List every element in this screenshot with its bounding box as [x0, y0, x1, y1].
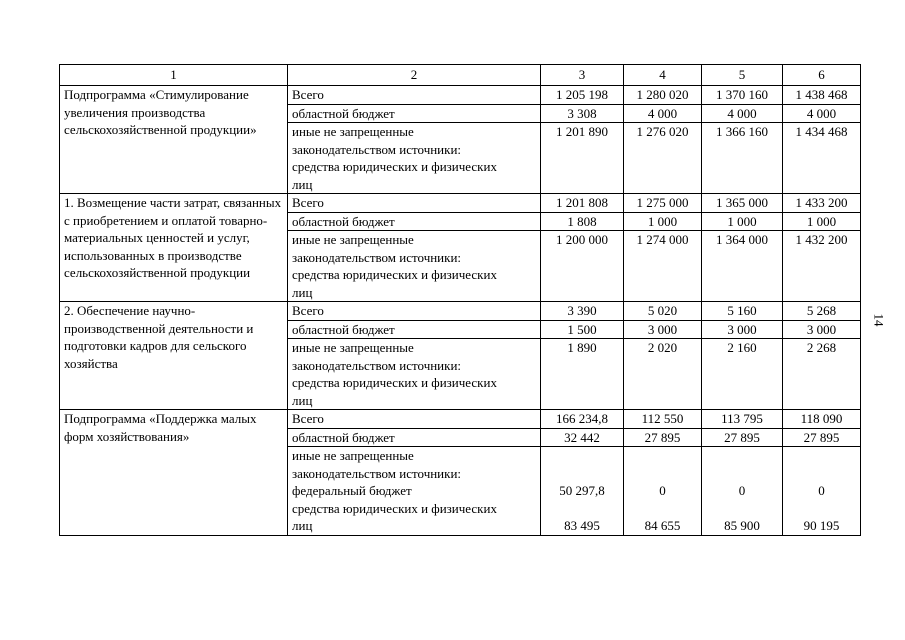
table-row: [60, 194, 861, 213]
value-cell: 1 201 890: [541, 123, 624, 194]
source-line: лиц: [292, 176, 313, 192]
source-cell: [288, 231, 541, 302]
source-line: федеральный бюджет: [292, 483, 412, 498]
value-cell: 1 370 160: [702, 86, 783, 105]
header-cell: 4: [624, 65, 702, 86]
value-cell: 1 365 000: [702, 194, 783, 213]
value: 83 495: [564, 518, 600, 533]
value-cell: 27 895: [702, 428, 783, 447]
value: 85 900: [724, 518, 760, 533]
source-line: средства юридических и физических: [292, 159, 497, 174]
value-cell: 3 390: [541, 302, 624, 321]
federal-value: 50 297,8: [559, 483, 605, 498]
value-cell: 27 895: [624, 428, 702, 447]
source-line: иные не запрещенные: [292, 232, 414, 247]
source-line: законодательством источники:: [292, 357, 462, 373]
value-cell: 1 366 160: [702, 123, 783, 194]
program-label: 1. Возмещение части затрат, связанных с приобретением и оплатой товарно-материальных ценностей и услуг, использованных в производстве сельскохозяйственной продукции: [60, 194, 288, 302]
source-line: лиц: [292, 392, 313, 408]
value-cell: 3 000: [702, 320, 783, 339]
source-line: иные не запрещенные: [292, 448, 414, 463]
value-cell: 3 000: [624, 320, 702, 339]
value-cell: 1 808: [541, 212, 624, 231]
value-cell: 1 205 198: [541, 86, 624, 105]
value-cell: 1 275 000: [624, 194, 702, 213]
source-line: иные не запрещенные: [292, 124, 414, 139]
budget-table: [59, 64, 861, 536]
value-cell: 1 000: [783, 212, 861, 231]
value-cell: 118 090: [783, 410, 861, 429]
value-cell: 1 280 020: [624, 86, 702, 105]
source-cell: Всего: [288, 302, 541, 321]
header-cell: 3: [541, 65, 624, 86]
value-cell: 32 442: [541, 428, 624, 447]
value-cell: 1 434 468: [783, 123, 861, 194]
value-cell: [783, 447, 861, 536]
value-cell: 2 160: [702, 339, 783, 410]
value-cell: 3 308: [541, 104, 624, 123]
header-cell: 5: [702, 65, 783, 86]
value-cell: [702, 447, 783, 536]
value-cell: 5 160: [702, 302, 783, 321]
value: 84 655: [644, 518, 681, 533]
value-cell: 113 795: [702, 410, 783, 429]
source-line: средства юридических и физических: [292, 267, 497, 282]
value-cell: 27 895: [783, 428, 861, 447]
source-cell: Всего: [288, 86, 541, 105]
header-row: [60, 65, 861, 86]
value-cell: 2 020: [624, 339, 702, 410]
value-cell: 4 000: [702, 104, 783, 123]
program-label: 2. Обеспечение научно-производственной деятельности и подготовки кадров для сельского хозяйства: [60, 302, 288, 410]
source-cell: областной бюджет: [288, 212, 541, 231]
program-label: Подпрограмма «Поддержка малых форм хозяйствования»: [60, 410, 288, 536]
source-line: законодательством источники:: [292, 465, 462, 481]
value-cell: 1 000: [624, 212, 702, 231]
value-cell: 5 268: [783, 302, 861, 321]
value-cell: [624, 447, 702, 536]
value-cell: 4 000: [624, 104, 702, 123]
value-cell: 1 200 000: [541, 231, 624, 302]
header-cell: 6: [783, 65, 861, 86]
federal-value: 0: [659, 483, 666, 498]
source-line: законодательством источники:: [292, 249, 462, 265]
table-row: [60, 410, 861, 429]
value-cell: [541, 447, 624, 536]
program-label: Подпрограмма «Стимулирование увеличения производства сельскохозяйственной продукции»: [60, 86, 288, 194]
source-cell: областной бюджет: [288, 320, 541, 339]
source-line: законодательством источники:: [292, 141, 462, 157]
value-cell: 1 000: [702, 212, 783, 231]
value-cell: 1 500: [541, 320, 624, 339]
source-line: иные не запрещенные: [292, 340, 414, 355]
value-cell: 4 000: [783, 104, 861, 123]
source-line: лиц: [292, 518, 313, 533]
value-cell: 1 364 000: [702, 231, 783, 302]
source-line: лиц: [292, 284, 313, 300]
source-line: средства юридических и физических: [292, 375, 497, 390]
source-cell: [288, 447, 541, 536]
table-row: [60, 86, 861, 105]
value: 90 195: [803, 518, 840, 533]
source-cell: [288, 339, 541, 410]
value-cell: 112 550: [624, 410, 702, 429]
value-cell: 1 201 808: [541, 194, 624, 213]
value-cell: 1 433 200: [783, 194, 861, 213]
source-cell: Всего: [288, 194, 541, 213]
federal-value: 0: [738, 483, 746, 498]
value-cell: 3 000: [783, 320, 861, 339]
source-cell: областной бюджет: [288, 104, 541, 123]
value-cell: 1 432 200: [783, 231, 861, 302]
source-cell: [288, 123, 541, 194]
header-cell: 2: [288, 65, 541, 86]
value-cell: 1 274 000: [624, 231, 702, 302]
source-cell: Всего: [288, 410, 541, 429]
table-row: [60, 302, 861, 321]
federal-value: 0: [818, 483, 825, 498]
header-cell: 1: [60, 65, 288, 86]
value-cell: 2 268: [783, 339, 861, 410]
value-cell: 166 234,8: [541, 410, 624, 429]
value-cell: 1 276 020: [624, 123, 702, 194]
page-number: 14: [871, 313, 887, 327]
source-cell: областной бюджет: [288, 428, 541, 447]
value-cell: 5 020: [624, 302, 702, 321]
value-cell: 1 890: [541, 339, 624, 410]
value-cell: 1 438 468: [783, 86, 861, 105]
source-line: средства юридических и физических: [292, 500, 497, 516]
